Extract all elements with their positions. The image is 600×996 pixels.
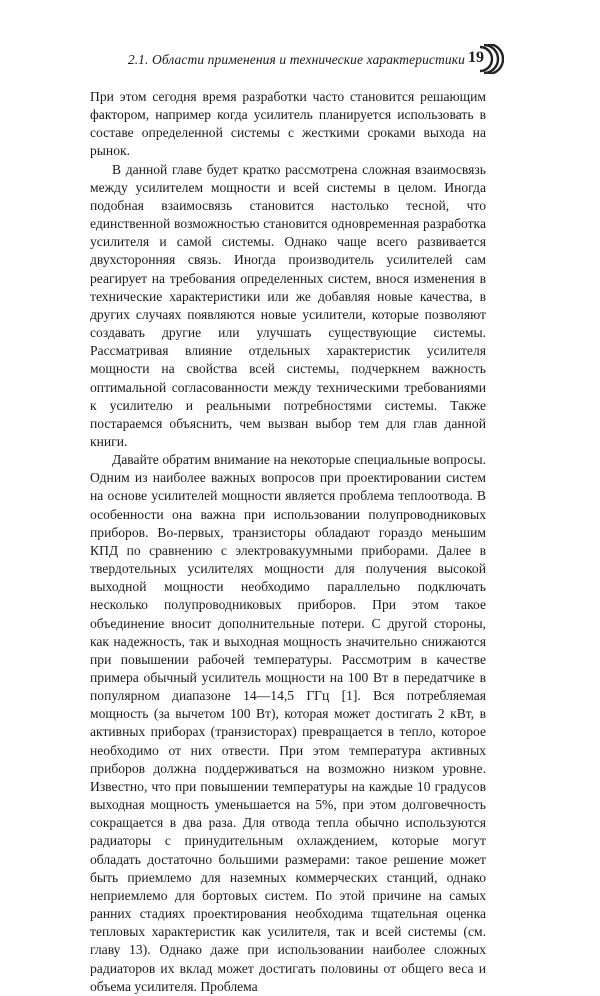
running-title: 2.1. Области применения и технические характеристики: [127, 52, 465, 67]
paragraph: Давайте обратим внимание на некоторые специальные вопросы. Одним из наиболее важных вопросов при проектировании систем на основе усилителей мощности является проблема теплоотвода. В особенности она важна при использовании полупроводниковых приборов. Во-первых, транзисторы обладают гораздо меньшим КПД по сравнению с электровакуумными приборами. Далее в твердотельных усилителях мощности для получения высокой выходной мощности необходимо параллельно подключать несколько полупроводниковых приборов. При этом такое объединение вносит дополнительные потери. С другой стороны, как надежность, так и выходная мощность значительно снижаются при повышении рабочей температуры. Рассмотрим в качестве примера обычный усилитель мощности на 100 Вт в передатчике в популярном диапазоне 14—14,5 ГГц [1]. Вся потребляемая мощность (за вычетом 100 Вт), которая может достигать 2 кВт, в активных приборах (транзисторах) превращается в тепло, которое необходимо от них отвести. При этом температура активных приборов должна поддерживаться на возможно низком уровне. Известно, что при повышении температуры на каждые 10 градусов выходная мощность уменьшается на 5%, при этом долговечность сокращается в два раза. Для отвода тепла обычно используются радиаторы с принудительным охлаждением, которые могут обладать достаточно большими размерами: такое решение может быть приемлемо для наземных коммерческих станций, однако неприемлемо для бортовых систем. По этой причине на самых ранних стадиях проектирования необходима тщательная оценка тепловых характеристик как усилителя, так и всей системы (см. главу 13). Однако даже при использовании наиболее сложных радиаторов их вклад может достигать половины от общего веса и объема усилителя. Проблема: [90, 452, 486, 994]
page-header: [0, 44, 600, 74]
paragraph: В данной главе будет кратко рассмотрена сложная взаимосвязь между усилителем мощности и всей системы в целом. Иногда подобная взаимосвязь становится настолько тесной, что единственной возможностью становится одновременная разработка усилителя и самой системы. Однако чаще всего развивается двухсторонняя связь. Иногда производитель усилителей сам реагирует на требования определенных систем, внося изменения в технические характеристики или же добавляя новые качества, в других случаях появляются новые усилители, которые позволяют создавать другие или улучшать существующие системы. Рассматривая влияние отдельных характеристик усилителя мощности на свойства всей системы, подчеркнем важность оптимальной согласованности между техническими требованиями к усилителю и реальными потребностями системы. Также постараемся объяснить, чем вызван выбор тем для глав данной книги.: [90, 161, 486, 449]
paragraph: При этом сегодня время разработки часто становится решающим фактором, например когда усилитель планируется использовать в составе определенной системы с жесткими сроками выхода на рынок.: [90, 89, 486, 159]
page-number: 19: [468, 49, 484, 66]
body-text: [90, 88, 486, 996]
